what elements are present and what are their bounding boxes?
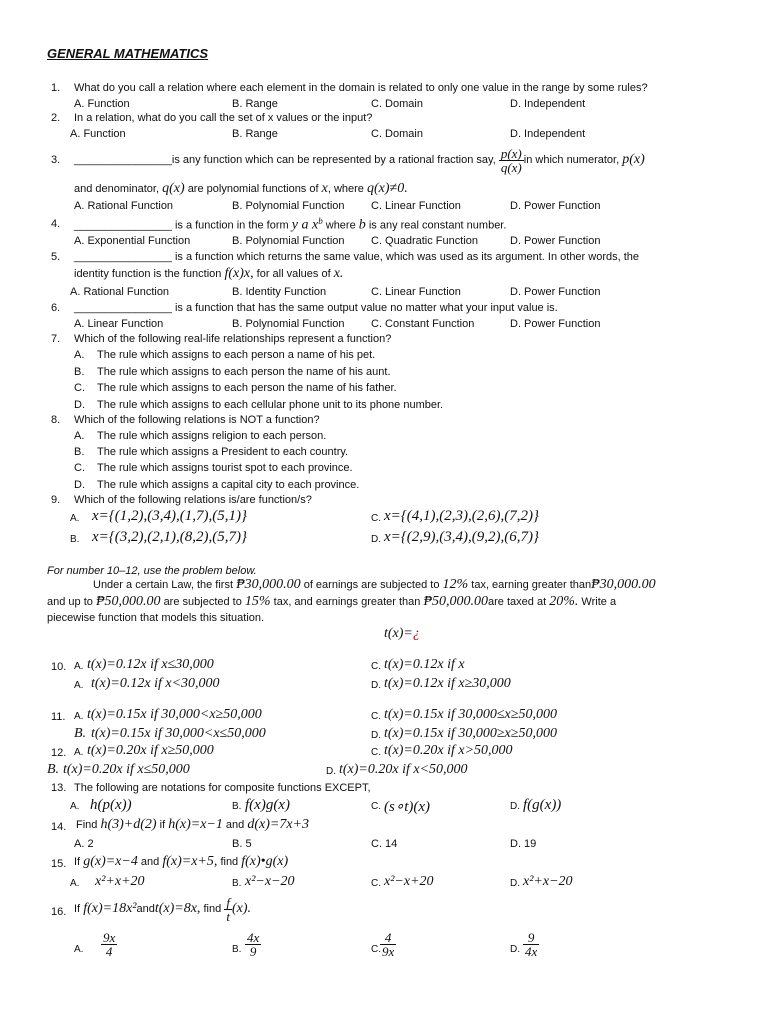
q9-text: Which of the following relations is/are function/s? [74, 494, 312, 506]
q12-label-b: B. [47, 762, 60, 777]
q16-label-c: C. [371, 944, 381, 955]
q16-line [74, 895, 251, 923]
q15-option-d: x²+x−20 [523, 874, 573, 889]
q4-b: b [358, 217, 366, 233]
problem-value-4: ₱50,000.00 [423, 594, 489, 609]
q16-fraction [224, 896, 232, 923]
q15-text-2: and [140, 856, 160, 868]
q4-line [74, 216, 506, 234]
q3-option-a: A. Rational Function [74, 200, 174, 212]
q2-option-d: D. Independent [510, 128, 586, 140]
q7-option-a: The rule which assigns to each person a name of his pet. [97, 349, 376, 361]
q15-label-d: D. [510, 878, 520, 889]
q7-label-a: A. [74, 349, 85, 361]
q13-label-b: B. [232, 801, 242, 812]
q14-text-2: if [159, 819, 166, 831]
q4-option-b: B. Polynomial Function [232, 235, 345, 247]
q6-line [74, 302, 558, 314]
q7-label-d: D. [74, 399, 85, 411]
q13-label-c: C. [371, 801, 381, 812]
q12-option-d: t(x)=0.20x if x<50,000 [339, 762, 468, 777]
q3-line2 [74, 181, 408, 197]
q3-qx: q(x) [162, 181, 185, 196]
q15-g-definition: g(x)=x−4 [83, 854, 138, 869]
q3-text2: in which numerator, [523, 154, 620, 166]
q13-option-d: f(g(x)) [523, 797, 562, 813]
q13-option-a: h(p(x)) [90, 797, 132, 813]
q15-option-b: x²−x−20 [245, 874, 295, 889]
q15-expression: f(x)•g(x) [241, 854, 289, 869]
q4-text3: is any real constant number. [368, 219, 507, 232]
q14-option-d: D. 19 [510, 838, 537, 850]
q1-option-d: D. Independent [510, 98, 586, 110]
problem-value-1: ₱30,000.00 [236, 577, 301, 592]
q10-option-c: t(x)=0.12x if x [384, 657, 465, 672]
q5-line2a: identity function is the function [74, 268, 222, 280]
q9-option-d: x={(2,9),(3,4),(9,2),(6,7)} [384, 529, 539, 545]
q9-label-a: A. [70, 513, 80, 524]
q7-label-b: B. [74, 366, 85, 378]
q4-option-a: A. Exponential Function [74, 235, 191, 247]
q12-option-c: t(x)=0.20x if x>50,000 [384, 743, 513, 758]
q6-blank: ________________ [74, 302, 172, 314]
q8-option-d: The rule which assigns a capital city to each province. [97, 479, 360, 491]
q5-blank: ________________ [74, 251, 172, 263]
problem-text-5: are subjected to [163, 596, 242, 608]
q15-label-c: C. [371, 878, 381, 889]
q5-x: x. [333, 266, 344, 281]
q8-label-c: C. [74, 462, 85, 474]
q3-line2b: are polynomial functions of [187, 183, 319, 195]
q12-option-a: t(x)=0.20x if x≥50,000 [87, 743, 214, 758]
piecewise-error-glyph: ¿ [412, 626, 420, 641]
q16-fraction-numerator: f [226, 894, 230, 910]
q4-text1: is a function in the form [174, 219, 289, 232]
q16-option-b-denominator: 9 [249, 944, 257, 959]
q5-text1: is a function which returns the same value, which was used as its argument. In other words, the [174, 251, 640, 263]
q5-fx: f(x)x, [224, 266, 254, 281]
q11-label-c: C. [371, 711, 381, 722]
q11-label-d: D. [371, 730, 381, 741]
q4-exponent: b [318, 216, 323, 226]
q9-label-c: C. [371, 513, 381, 524]
q9-option-c: x={(4,1),(2,3),(2,6),(7,2)} [384, 508, 539, 524]
q4-form: y a x [291, 217, 319, 233]
q14-option-b: B. 5 [232, 838, 252, 850]
problem-text-6: tax, and earnings greater than [273, 596, 421, 608]
q10-option-a: t(x)=0.12x if x≤30,000 [87, 657, 214, 672]
q14-option-c: C. 14 [371, 838, 398, 850]
problem-rate-1: 12% [442, 577, 469, 592]
q2-number: 2. [51, 112, 61, 124]
q4-text2: where [325, 219, 356, 232]
q7-option-c: The rule which assigns to each person the name of his father. [97, 382, 397, 394]
q15-text-3: find [220, 856, 239, 868]
q11-option-c: t(x)=0.15x if 30,000≤x≥50,000 [384, 707, 557, 722]
q16-label-d: D. [510, 944, 520, 955]
q7-number: 7. [51, 333, 61, 345]
q15-line [74, 854, 288, 870]
q9-option-b: x={(3,2),(2,1),(8,2),(5,7)} [92, 529, 247, 545]
q4-option-c: C. Quadratic Function [371, 235, 478, 247]
q16-label-b: B. [232, 944, 242, 955]
q12-option-b: t(x)=0.20x if x≤50,000 [63, 762, 190, 777]
q16-option-c-denominator: 9x [382, 944, 395, 959]
q16-fraction-denominator: t [226, 908, 230, 924]
q2-option-a: A. Function [70, 128, 126, 140]
q14-d-definition: d(x)=7x+3 [247, 817, 309, 832]
q10-label-a: A. [74, 661, 84, 672]
problem-text-1: Under a certain Law, the first [93, 579, 234, 591]
q5-number: 5. [51, 251, 61, 263]
problem-heading: For number 10–12, use the problem below. [47, 565, 257, 577]
q4-blank: ________________ [74, 219, 172, 232]
q11-number: 11. [51, 711, 66, 723]
q15-f-definition: f(x)=x+5, [162, 854, 218, 869]
q9-number: 9. [51, 494, 61, 506]
q3-line1 [74, 146, 645, 174]
q16-expression-tail: (x). [231, 901, 251, 916]
q11-option-d: t(x)=0.15x if 30,000≥x≥50,000 [384, 726, 557, 741]
q5-line2b: for all values of [256, 268, 331, 280]
q15-label-b: B. [232, 878, 242, 889]
q15-text-1: If [74, 856, 81, 868]
q5-option-c: C. Linear Function [371, 286, 461, 298]
q16-text-2: and [136, 903, 155, 915]
problem-value-3: ₱50,000.00 [95, 594, 161, 609]
q3-condition: q(x)≠0. [366, 181, 408, 196]
piecewise-function [384, 626, 420, 642]
q8-option-c: The rule which assigns tourist spot to each province. [97, 462, 353, 474]
problem-line1 [93, 577, 656, 593]
q9-option-a: x={(1,2),(3,4),(1,7),(5,1)} [92, 508, 247, 524]
q15-option-a: x²+x+20 [95, 874, 145, 889]
q5-option-a: A. Rational Function [70, 286, 170, 298]
q8-text: Which of the following relations is NOT a function? [74, 414, 320, 426]
q8-label-d: D. [74, 479, 85, 491]
q6-option-a: A. Linear Function [74, 318, 164, 330]
q6-text1: is a function that has the same output value no matter what your input value is. [174, 302, 558, 314]
q16-text-3: find [203, 903, 222, 915]
q12-label-d: D. [326, 766, 336, 777]
q16-option-b-numerator: 4x [247, 930, 260, 945]
q12-label-a: A. [74, 747, 84, 758]
q15-option-c: x²−x+20 [384, 874, 434, 889]
problem-text-3: tax, earning greater than [471, 579, 592, 591]
q16-option-a-denominator: 4 [105, 944, 113, 959]
q8-number: 8. [51, 414, 61, 426]
q3-x: x [321, 181, 328, 196]
q14-number: 14. [51, 821, 67, 833]
q16-label-a: A. [74, 944, 84, 955]
q13-label-a: A. [70, 801, 80, 812]
problem-text-8: Write a [581, 596, 617, 608]
q2-option-c: C. Domain [371, 128, 423, 140]
q13-option-b: f(x)g(x) [245, 797, 290, 813]
q11-label-a: A. [74, 711, 84, 722]
q1-option-b: B. Range [232, 98, 278, 110]
q16-number: 16. [51, 906, 67, 918]
q5-option-d: D. Power Function [510, 286, 601, 298]
q7-option-d: The rule which assigns to each cellular phone unit to its phone number. [97, 399, 444, 411]
q1-number: 1. [51, 82, 61, 94]
q16-f-definition: f(x)=18x² [83, 901, 137, 916]
q4-option-d: D. Power Function [510, 235, 601, 247]
q3-text1: is any function which can be represented by a rational fraction say, [171, 154, 496, 166]
q8-option-b: The rule which assigns a President to each country. [97, 446, 349, 458]
q1-option-a: A. Function [74, 98, 130, 110]
q9-label-d: D. [371, 534, 381, 545]
q11-option-a: t(x)=0.15x if 30,000<x≥50,000 [87, 707, 262, 722]
problem-text-7: are taxed at [488, 596, 547, 608]
q3-px: p(x) [622, 152, 645, 167]
q16-option-d-numerator: 9 [523, 931, 539, 945]
q8-option-a: The rule which assigns religion to each person. [97, 430, 327, 442]
q10-label-d: D. [371, 680, 381, 691]
q10-option-b: t(x)=0.12x if x<30,000 [91, 676, 220, 691]
q15-label-a: A. [70, 878, 80, 889]
q13-option-c: (s∘t)(x) [384, 799, 431, 815]
q10-option-d: t(x)=0.12x if x≥30,000 [384, 676, 511, 691]
q3-fraction-denominator: q(x) [500, 159, 522, 175]
q4-number: 4. [51, 218, 61, 230]
q6-option-c: C. Constant Function [371, 318, 475, 330]
q11-label-b: B. [74, 726, 87, 741]
q7-option-b: The rule which assigns to each person the name of his aunt. [97, 366, 391, 378]
q16-text-1: If [74, 903, 81, 915]
q14-text-3: and [225, 819, 245, 831]
q16-option-a [101, 931, 117, 958]
problem-text-4: and up to [47, 596, 93, 608]
q14-h-definition: h(x)=x−1 [168, 817, 223, 832]
problem-rate-2: 15% [244, 594, 271, 609]
q10-number: 10. [51, 661, 67, 673]
q3-line2a: and denominator, [74, 183, 160, 195]
q13-number: 13. [51, 782, 67, 794]
q6-option-d: D. Power Function [510, 318, 601, 330]
q14-expression: h(3)+d(2) [100, 817, 157, 832]
q11-option-b: t(x)=0.15x if 30,000<x≤50,000 [91, 726, 266, 741]
q5-option-b: B. Identity Function [232, 286, 327, 298]
q16-option-c-numerator: 4 [380, 931, 396, 945]
q16-option-b [245, 931, 261, 958]
q13-label-d: D. [510, 801, 520, 812]
q3-number: 3. [51, 154, 61, 166]
q12-number: 12. [51, 747, 67, 759]
q16-option-d [523, 931, 539, 958]
q3-fraction [499, 147, 524, 174]
q2-text: In a relation, what do you call the set of x values or the input? [74, 112, 373, 124]
q5-line2 [74, 266, 343, 282]
q1-text: What do you call a relation where each element in the domain is related to only one value in the range by some rules? [74, 82, 648, 94]
q3-option-b: B. Polynomial Function [232, 200, 345, 212]
q5-line1 [74, 251, 639, 263]
q15-number: 15. [51, 858, 67, 870]
problem-rate-3: 20%. [549, 594, 579, 609]
q9-label-b: B. [70, 534, 80, 545]
q6-option-b: B. Polynomial Function [232, 318, 345, 330]
q2-option-b: B. Range [232, 128, 278, 140]
problem-value-2: ₱30,000.00 [591, 577, 656, 592]
q3-fraction-numerator: p(x) [500, 145, 522, 161]
q16-t-definition: t(x)=8x, [154, 901, 201, 916]
q3-line2c: , where [327, 183, 364, 195]
q3-option-d: D. Power Function [510, 200, 601, 212]
q13-text: The following are notations for composite functions EXCEPT, [74, 782, 371, 794]
q7-label-c: C. [74, 382, 85, 394]
q1-option-c: C. Domain [371, 98, 423, 110]
problem-line2 [47, 594, 616, 610]
q10-label-b: A. [74, 680, 84, 691]
q14-option-a: A. 2 [74, 838, 94, 850]
q3-option-c: C. Linear Function [371, 200, 461, 212]
q16-option-a-numerator: 9x [103, 930, 116, 945]
q14-line [76, 817, 309, 833]
q16-option-c [380, 931, 396, 958]
q3-blank: ________________ [74, 154, 172, 166]
q10-label-c: C. [371, 661, 381, 672]
q8-label-b: B. [74, 446, 85, 458]
q6-number: 6. [51, 302, 61, 314]
page-title: GENERAL MATHEMATICS [47, 46, 209, 61]
q16-option-d-denominator: 4x [525, 944, 538, 959]
q7-text: Which of the following real-life relationships represent a function? [74, 333, 392, 345]
q14-text-1: Find [76, 819, 98, 831]
q12-label-c: C. [371, 747, 381, 758]
piecewise-label: t(x)= [384, 626, 413, 641]
problem-text-2: of earnings are subjected to [303, 579, 440, 591]
problem-line3: piecewise function that models this situation. [47, 612, 265, 624]
q8-label-a: A. [74, 430, 85, 442]
